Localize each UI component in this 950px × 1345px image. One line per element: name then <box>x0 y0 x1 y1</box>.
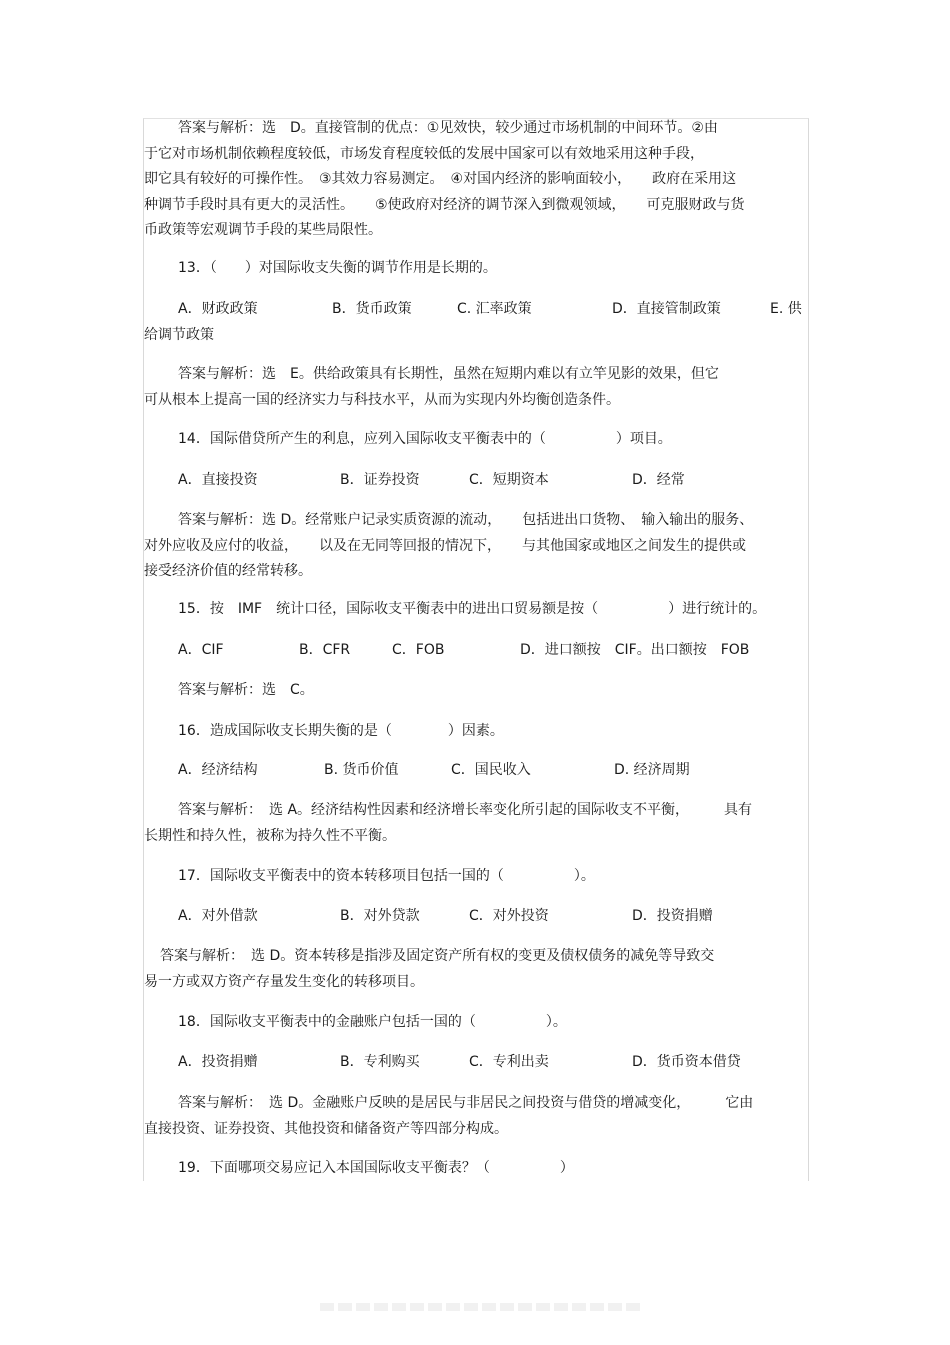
question-17 <box>144 864 808 890</box>
answer-line: 答案与解析： 选 D。资本转移是指涉及固定资产所有权的变更及债权债务的减免等导致交 <box>160 948 715 964</box>
options-13 <box>144 297 808 348</box>
answer-14 <box>144 508 808 585</box>
option-e: E. 供 <box>770 301 802 317</box>
question-15 <box>144 597 808 623</box>
option-b: B．对外贷款 <box>340 908 420 924</box>
answer-line: 答案与解析：选 C。 <box>178 682 314 698</box>
answer-18 <box>144 1091 808 1142</box>
answer-line: 于它对市场机制依赖程度较低，市场发育程度较低的发展中国家可以有效地采用这种手段， <box>144 145 704 162</box>
answer-line: 易一方或双方资产存量发生变化的转移项目。 <box>144 973 424 990</box>
option-b: B. 货币价值 <box>324 762 399 778</box>
question-19 <box>144 1156 808 1182</box>
question-text: 14．国际借贷所产生的利息，应列入国际收支平衡表中的（ ）项目。 <box>178 431 672 447</box>
faint-footer-artifact <box>320 1303 640 1311</box>
options-17 <box>144 904 808 930</box>
question-14 <box>144 427 808 453</box>
option-a: A．直接投资 <box>178 472 258 488</box>
option-a: A．对外借款 <box>178 908 258 924</box>
answer-line: 长期性和持久性，被称为持久性不平衡。 <box>144 827 396 844</box>
option-d: D．进口额按 CIF。出口额按 FOB <box>520 642 750 658</box>
question-16 <box>144 719 808 745</box>
answer-16 <box>144 798 808 849</box>
option-d: D．投资捐赠 <box>632 908 713 924</box>
answer-line: 种调节手段时具有更大的灵活性。 ⑤使政府对经济的调节深入到微观领域， 可克服财政与货 <box>144 196 745 213</box>
option-c: C．FOB <box>392 642 445 658</box>
option-d: D. 经济周期 <box>614 762 690 778</box>
question-text: 13．（ ）对国际收支失衡的调节作用是长期的。 <box>178 260 497 276</box>
question-text: 16．造成国际收支长期失衡的是（ ）因素。 <box>178 723 504 739</box>
answer-line: 答案与解析：选 D。经常账户记录实质资源的流动， 包括进出口货物、 输入输出的服务、 <box>178 512 754 528</box>
options-14 <box>144 468 808 494</box>
question-text: 15．按 IMF 统计口径，国际收支平衡表中的进出口贸易额是按（ ）进行统计的。 <box>178 601 767 617</box>
question-text: 17．国际收支平衡表中的资本转移项目包括一国的（ ）。 <box>178 868 595 884</box>
option-c: C．短期资本 <box>469 472 549 488</box>
option-c: C．国民收入 <box>451 762 531 778</box>
option-wrap: 给调节政策 <box>144 326 214 343</box>
option-b: B．证券投资 <box>340 472 420 488</box>
answer-line: 接受经济价值的经常转移。 <box>144 563 312 579</box>
option-c: C．专利出卖 <box>469 1054 549 1070</box>
options-18 <box>144 1050 808 1076</box>
answer-17 <box>144 944 808 995</box>
answer-line: 直接投资、证券投资、其他投资和储备资产等四部分构成。 <box>144 1120 508 1137</box>
question-text: 19．下面哪项交易应记入本国国际收支平衡表？（ ） <box>178 1160 574 1176</box>
answer-line: 币政策等宏观调节手段的某些局限性。 <box>144 222 382 238</box>
option-c: C. 汇率政策 <box>457 301 532 317</box>
option-c: C．对外投资 <box>469 908 549 924</box>
option-a: A．财政政策 <box>178 301 258 317</box>
option-d: D．经常 <box>632 472 685 488</box>
option-d: D．直接管制政策 <box>612 301 721 317</box>
option-a: A．CIF <box>178 642 224 658</box>
answer-line: 答案与解析：选 D。直接管制的优点：①见效快，较少通过市场机制的中间环节。②由 <box>178 120 718 136</box>
answer-line: 答案与解析： 选 D。金融账户反映的是居民与非居民之间投资与借贷的增减变化， 它由 <box>178 1095 754 1111</box>
option-b: B．专利购买 <box>340 1054 420 1070</box>
options-16 <box>144 758 808 784</box>
question-text: 18．国际收支平衡表中的金融账户包括一国的（ ）。 <box>178 1014 567 1030</box>
question-18 <box>144 1010 808 1036</box>
answer-line: 即它具有较好的可操作性。 ③其效力容易测定。 ④对国内经济的影响面较小， 政府在采用这 <box>144 171 737 187</box>
option-b: B．货币政策 <box>332 301 412 317</box>
options-15 <box>144 638 808 664</box>
answer-13 <box>144 362 808 413</box>
question-13 <box>144 256 808 282</box>
answer-12 <box>144 116 808 244</box>
answer-line: 答案与解析：选 E。供给政策具有长期性，虽然在短期内难以有立竿见影的效果，但它 <box>178 366 719 382</box>
answer-line: 可从根本上提高一国的经济实力与科技水平，从而为实现内外均衡创造条件。 <box>144 391 620 408</box>
answer-line: 答案与解析： 选 A。经济结构性因素和经济增长率变化所引起的国际收支不平衡， 具有 <box>178 802 753 818</box>
answer-15 <box>144 678 808 704</box>
answer-line: 对外应收及应付的收益， 以及在无同等回报的情况下， 与其他国家或地区之间发生的提供或 <box>144 537 746 554</box>
option-d: D．货币资本借贷 <box>632 1054 741 1070</box>
option-a: A．经济结构 <box>178 762 258 778</box>
option-b: B．CFR <box>299 642 351 658</box>
option-a: A．投资捐赠 <box>178 1054 258 1070</box>
